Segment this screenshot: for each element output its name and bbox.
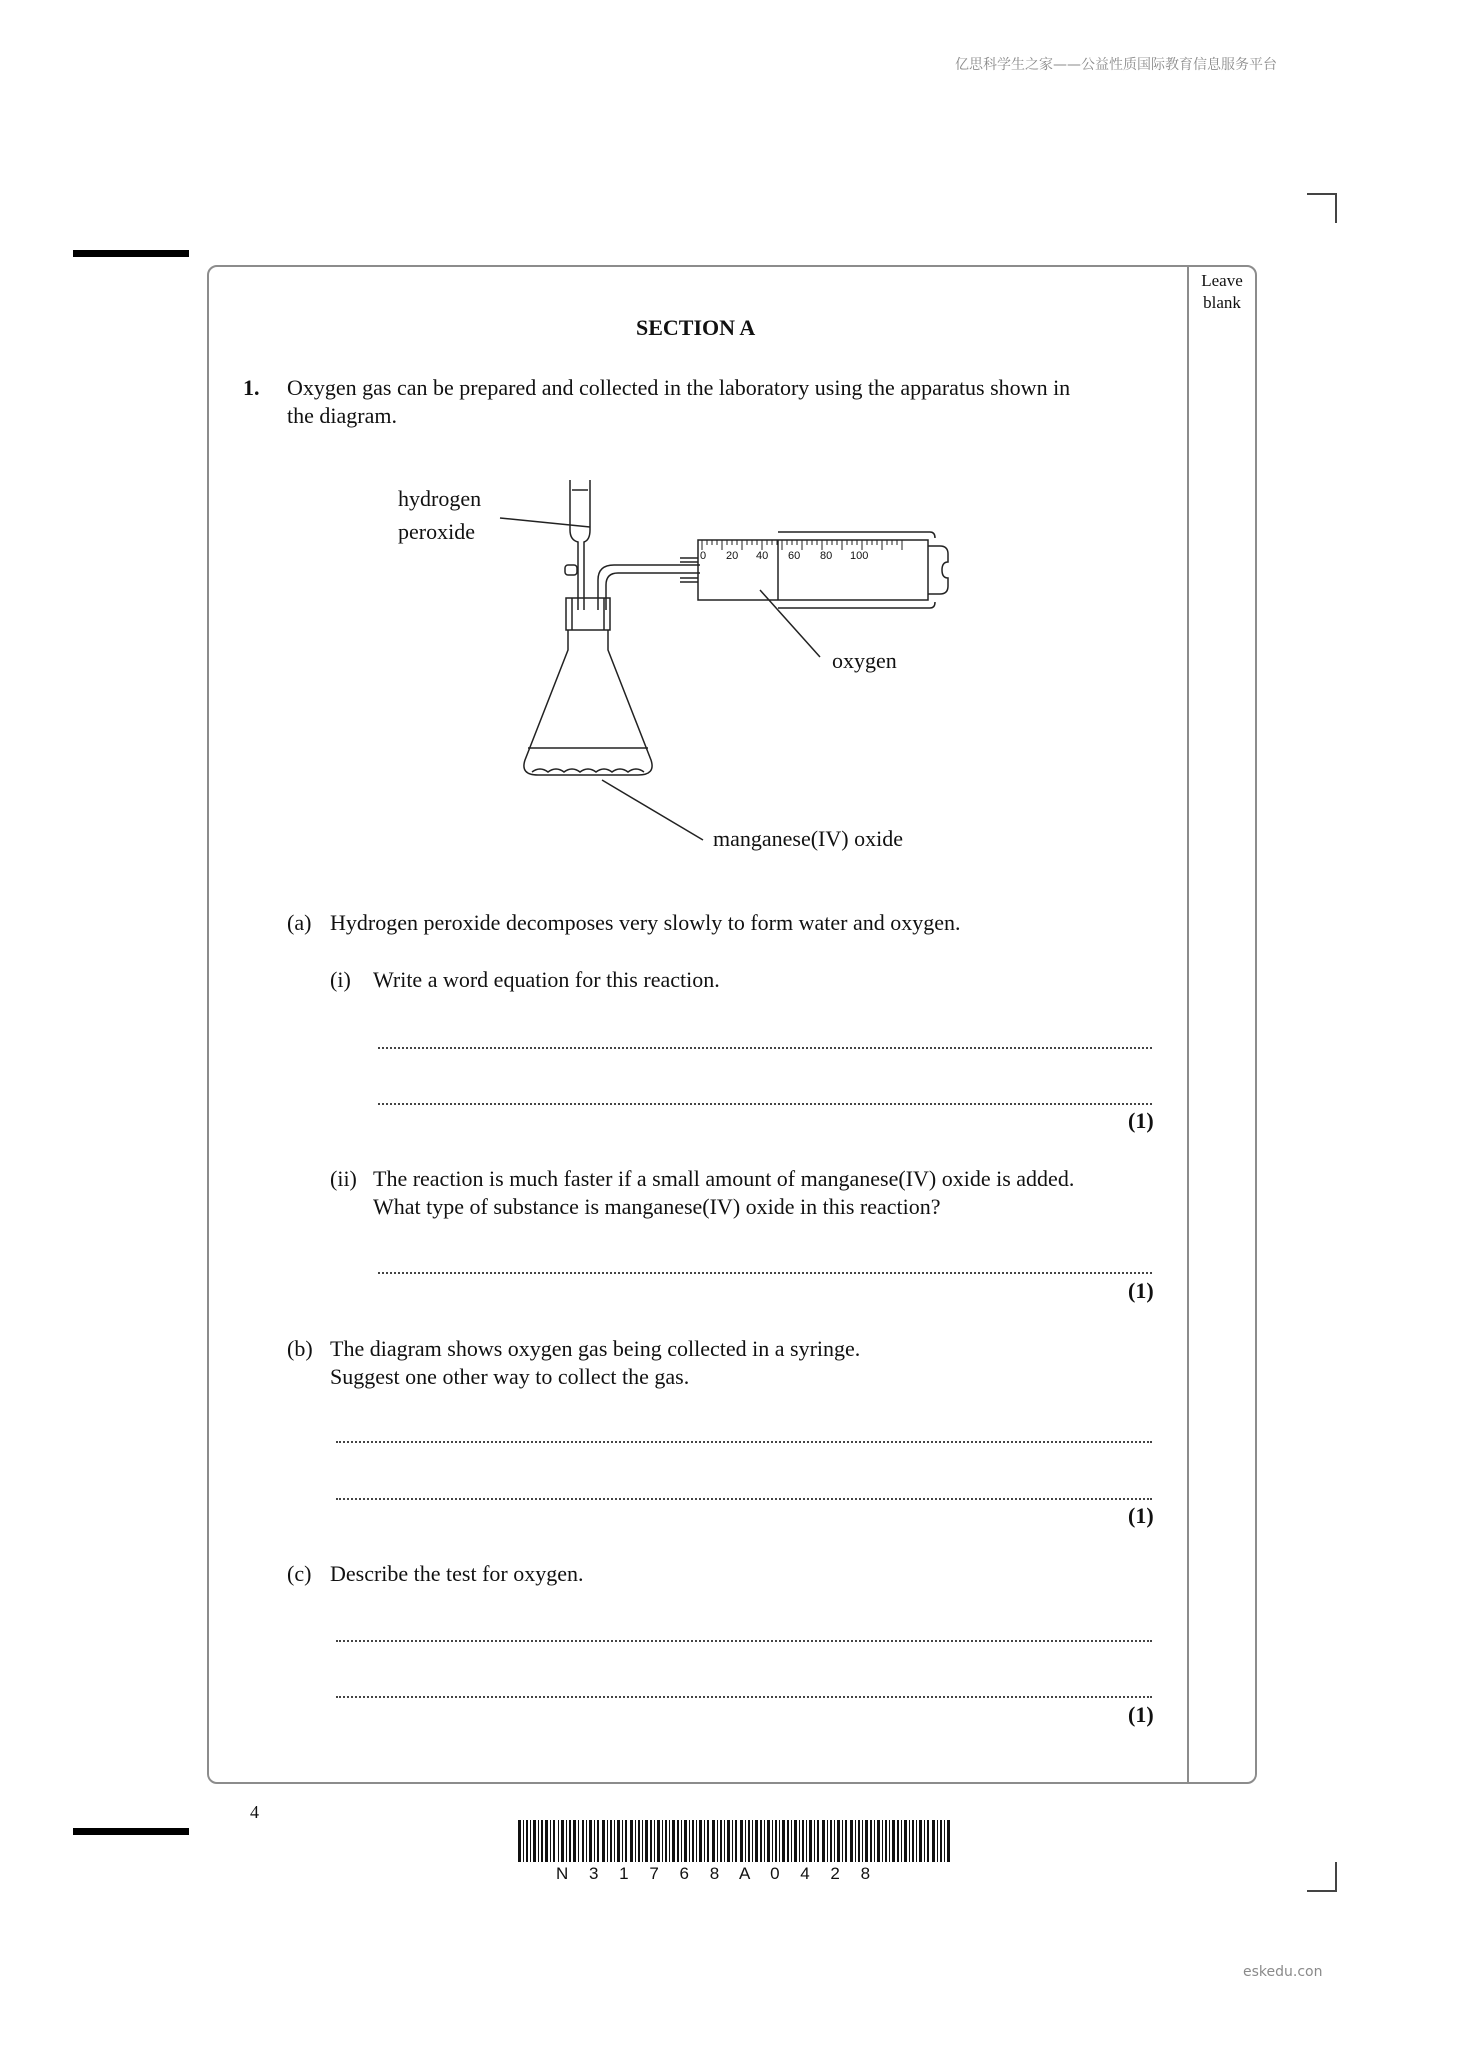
mark-c: (1): [1128, 1702, 1154, 1727]
question-number: 1.: [243, 375, 260, 400]
mark-b: (1): [1128, 1503, 1154, 1528]
label-manganese-oxide: manganese(IV) oxide: [713, 826, 903, 851]
scale-label: 60: [788, 550, 801, 562]
part-a-label: (a): [287, 910, 312, 935]
part-a-i-text: Write a word equation for this reaction.: [373, 967, 720, 992]
apparatus-drawing: [380, 470, 1020, 870]
answer-line-b-2[interactable]: [336, 1498, 1152, 1500]
label-peroxide: peroxide: [398, 519, 475, 544]
part-b-line2: Suggest one other way to collect the gas.: [330, 1364, 690, 1389]
mark-a-i: (1): [1128, 1108, 1154, 1133]
question-stem-line2: the diagram.: [287, 403, 397, 428]
scale-label: 100: [850, 550, 869, 562]
label-oxygen: oxygen: [832, 648, 897, 673]
scale-label: 0: [700, 550, 707, 562]
crop-mark-bottom-right-h: [1307, 1890, 1337, 1892]
apparatus-diagram: [380, 470, 1020, 870]
page-number: 4: [250, 1802, 259, 1822]
crop-mark-top-right-h: [1307, 193, 1337, 195]
watermark-header: 亿思科学生之家——公益性质国际教育信息服务平台: [955, 57, 1277, 73]
watermark-footer: eskedu.con: [1243, 1964, 1323, 1980]
label-hydrogen: hydrogen: [398, 486, 482, 511]
part-b-line1: The diagram shows oxygen gas being collected in a syringe.: [330, 1336, 861, 1361]
mark-a-ii: (1): [1128, 1278, 1154, 1303]
crop-mark-top-right-v: [1335, 193, 1337, 223]
answer-line-c-2[interactable]: [336, 1696, 1152, 1698]
registration-bar-bottom: [73, 1828, 189, 1835]
answer-line-a-ii[interactable]: [378, 1272, 1152, 1274]
part-b-label: (b): [287, 1336, 313, 1361]
barcode: [518, 1820, 950, 1862]
answer-line-a-i-2[interactable]: [378, 1103, 1152, 1105]
part-a-ii-line2: What type of substance is manganese(IV) oxide in this reaction?: [373, 1194, 941, 1219]
leave-blank-divider: [1187, 265, 1189, 1784]
part-a-ii-label: (ii): [330, 1166, 357, 1191]
part-c-label: (c): [287, 1561, 312, 1586]
question-stem-line1: Oxygen gas can be prepared and collected in the laboratory using the apparatus shown in: [287, 375, 1071, 400]
scale-label: 20: [726, 550, 739, 562]
scale-label: 40: [756, 550, 769, 562]
part-a-ii-line1: The reaction is much faster if a small amount of manganese(IV) oxide is added.: [373, 1166, 1075, 1191]
answer-line-c-1[interactable]: [336, 1640, 1152, 1642]
scale-label: 80: [820, 550, 833, 562]
registration-bar-top: [73, 250, 189, 257]
part-a-i-label: (i): [330, 967, 351, 992]
barcode-bars: [518, 1820, 950, 1862]
crop-mark-bottom-right-v: [1335, 1862, 1337, 1892]
barcode-text: N 3 1 7 6 8 A 0 4 2 8: [556, 1864, 879, 1883]
answer-line-a-i-1[interactable]: [378, 1047, 1152, 1049]
leave-blank-label: Leave blank: [1201, 271, 1243, 312]
answer-line-b-1[interactable]: [336, 1441, 1152, 1443]
section-title: SECTION A: [636, 315, 756, 340]
part-c-text: Describe the test for oxygen.: [330, 1561, 584, 1586]
part-a-text: Hydrogen peroxide decomposes very slowly to form water and oxygen.: [330, 910, 961, 935]
